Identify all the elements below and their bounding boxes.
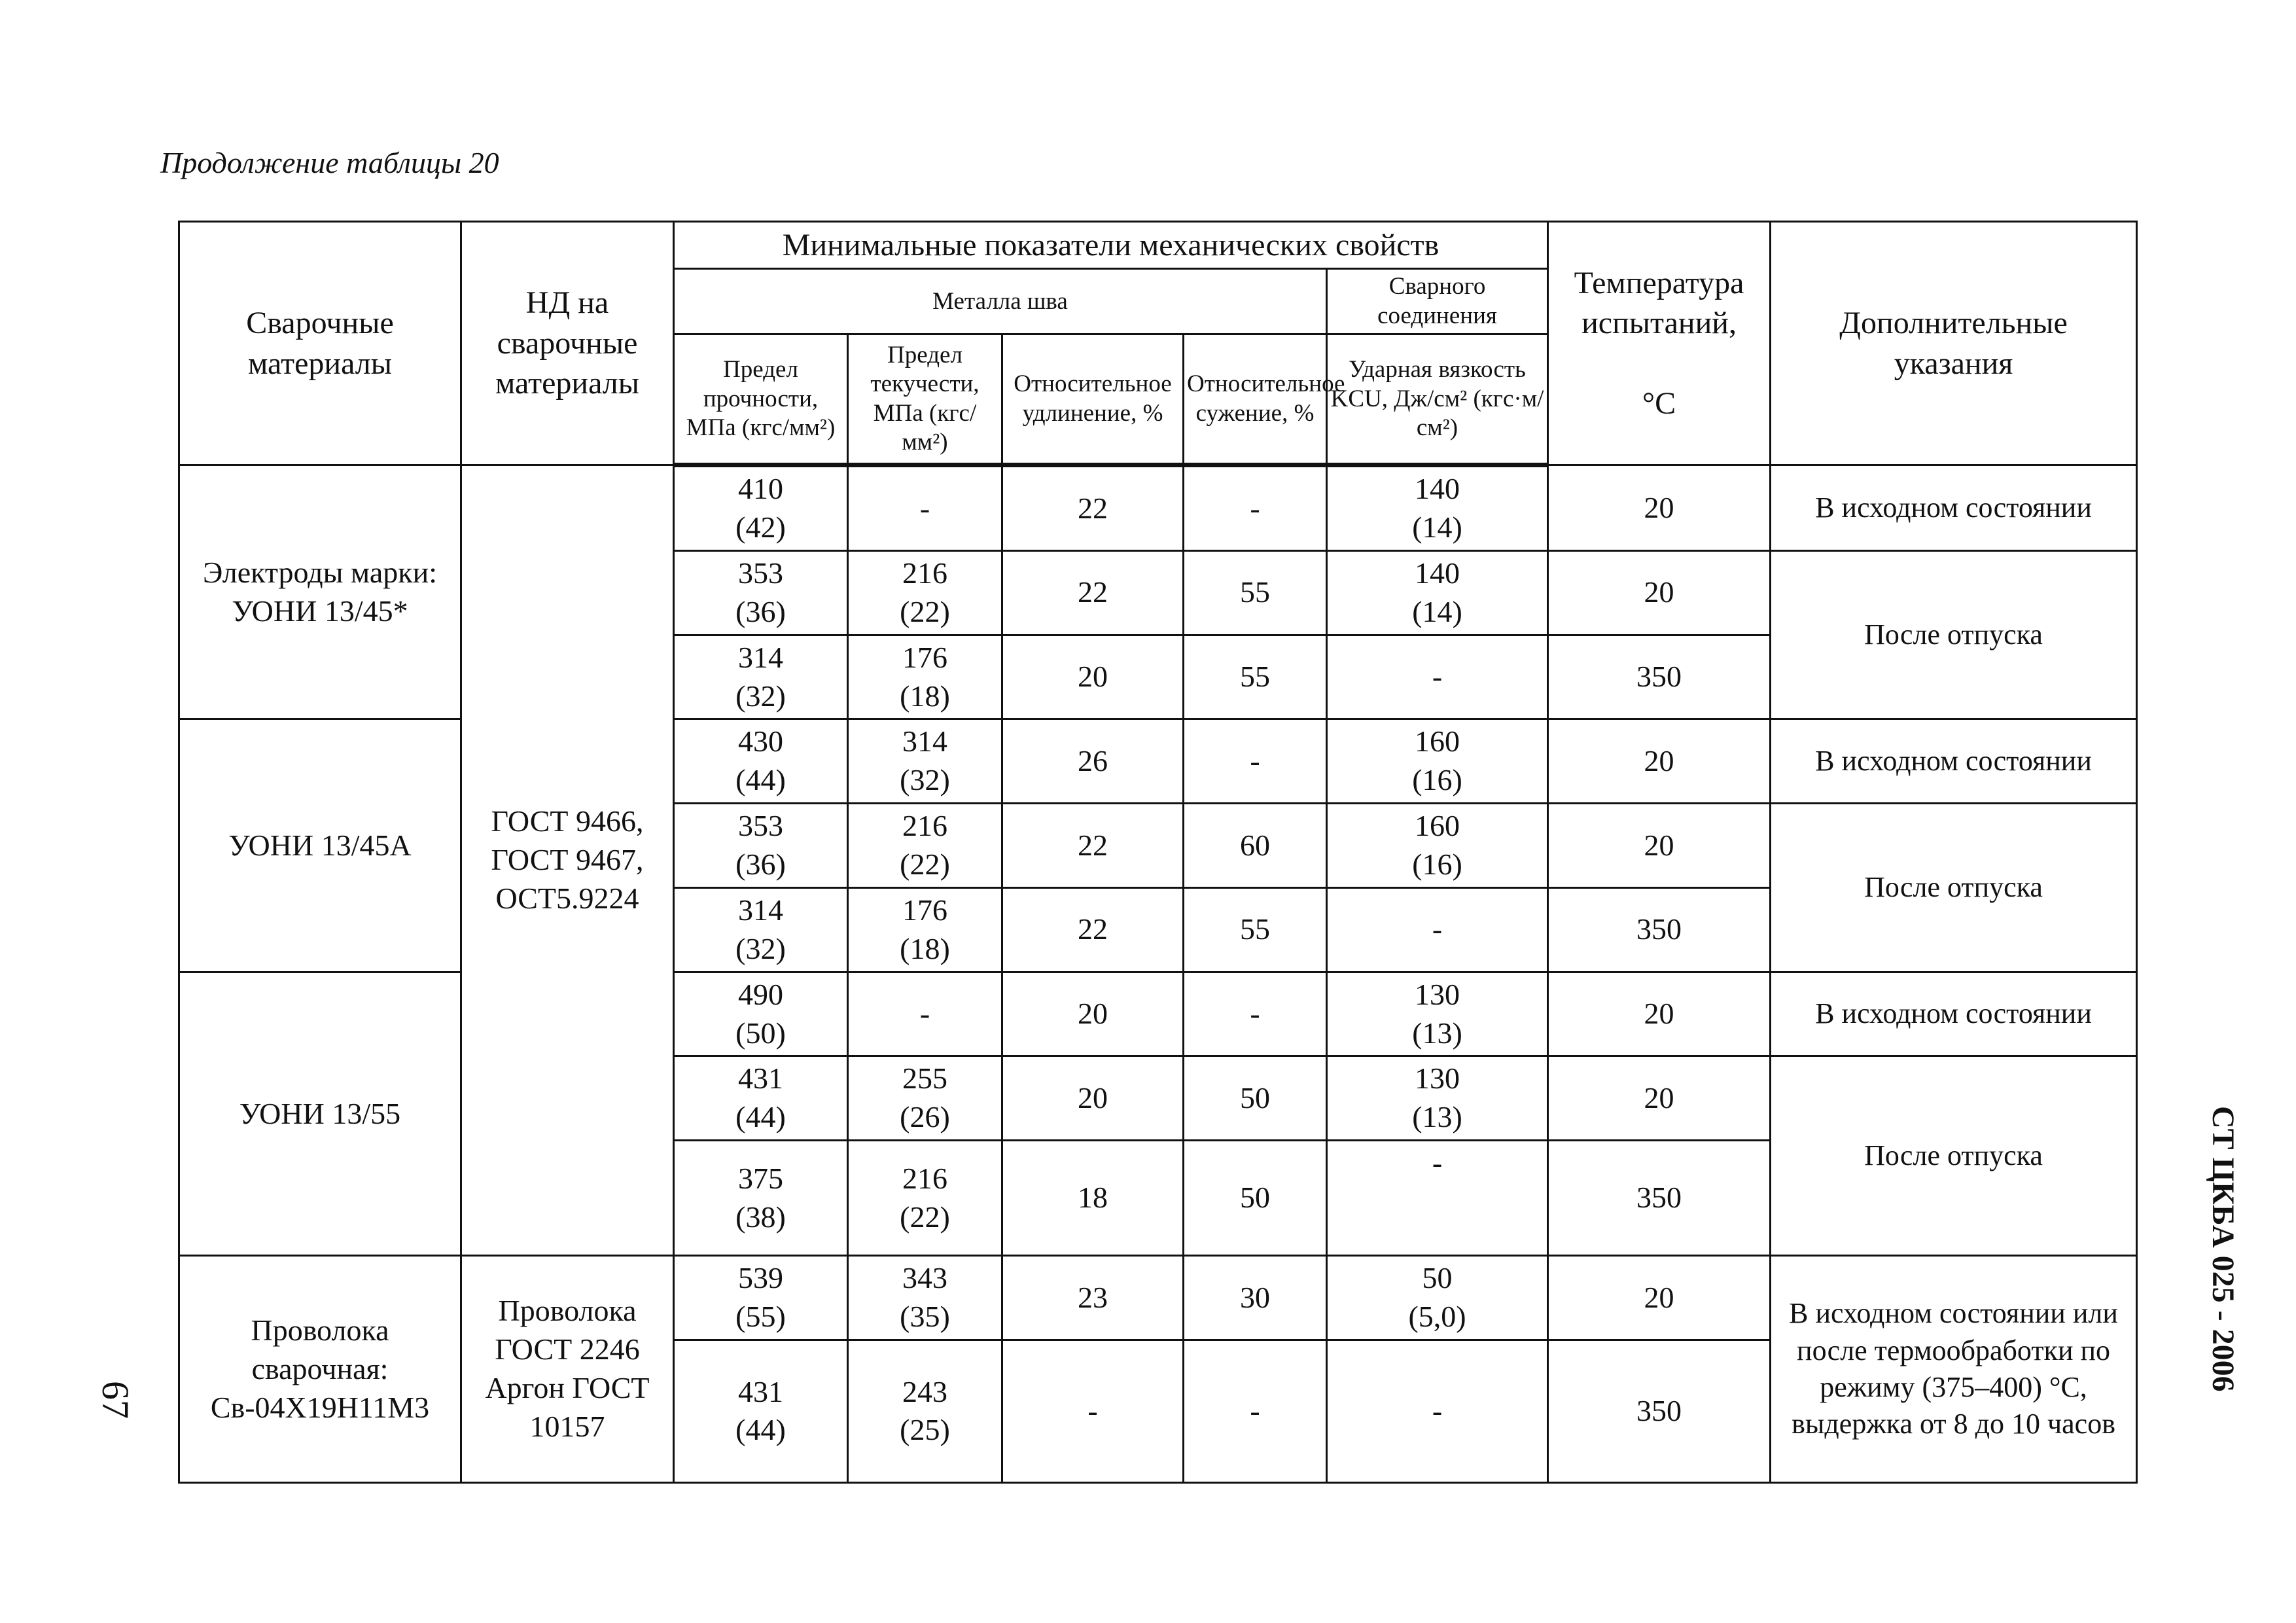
header-materials: Сварочные материалы — [179, 222, 461, 465]
cell-value: 314 — [738, 893, 783, 927]
cell-yield — [848, 719, 1002, 804]
cell-strength — [674, 1141, 848, 1256]
cell-value: 176 — [902, 640, 947, 674]
header-elongation: Относительное удлинение, % — [1002, 334, 1184, 465]
cell-value: 130 — [1415, 977, 1460, 1011]
cell-narrowing: 50 — [1184, 1141, 1327, 1256]
material-group-1: Электроды марки: УОНИ 13/45* — [179, 465, 461, 719]
cell-strength — [674, 887, 848, 972]
cell-value: 216 — [902, 556, 947, 590]
cell-value: - — [1432, 660, 1443, 694]
cell-elongation: 22 — [1002, 804, 1184, 888]
cell-temperature: 350 — [1548, 887, 1771, 972]
cell-yield — [848, 1340, 1002, 1482]
cell-value: 431 — [738, 1061, 783, 1096]
cell-value: (25) — [900, 1413, 950, 1447]
cell-temperature: 20 — [1548, 804, 1771, 888]
cell-value: - — [1432, 1394, 1443, 1428]
cell-value: (32) — [735, 679, 786, 713]
cell-value: 160 — [1415, 724, 1460, 758]
material-group-3: УОНИ 13/55 — [179, 972, 461, 1256]
cell-elongation: 20 — [1002, 1056, 1184, 1141]
header-temperature — [1548, 222, 1771, 465]
cell-value: (13) — [1412, 1100, 1462, 1134]
cell-narrowing: 60 — [1184, 804, 1327, 888]
note-after-temper: После отпуска — [1771, 804, 2137, 972]
cell-value: (35) — [900, 1300, 950, 1334]
cell-strength — [674, 972, 848, 1056]
cell-yield — [848, 465, 1002, 551]
cell-value: (36) — [735, 594, 786, 628]
cell-value: (26) — [900, 1100, 950, 1134]
cell-value: (44) — [735, 763, 786, 797]
cell-impact — [1327, 635, 1548, 719]
cell-impact — [1327, 972, 1548, 1056]
cell-impact — [1327, 1141, 1548, 1256]
cell-value: 539 — [738, 1261, 783, 1295]
note-initial: В исходном состоянии — [1771, 972, 2137, 1056]
header-weld-metal: Металла шва — [674, 269, 1327, 334]
cell-value: 130 — [1415, 1061, 1460, 1096]
cell-narrowing: - — [1184, 719, 1327, 804]
cell-value: (16) — [1412, 763, 1462, 797]
cell-strength — [674, 1056, 848, 1141]
cell-value: 490 — [738, 977, 783, 1011]
note-after-temper: После отпуска — [1771, 1056, 2137, 1256]
nd-main: ГОСТ 9466, ГОСТ 9467, ОСТ5.9224 — [461, 465, 674, 1256]
cell-yield — [848, 804, 1002, 888]
cell-value: 216 — [902, 1161, 947, 1195]
cell-narrowing: 55 — [1184, 887, 1327, 972]
header-weld-joint: Сварного соединения — [1327, 269, 1548, 334]
cell-strength — [674, 635, 848, 719]
cell-yield — [848, 972, 1002, 1056]
cell-temperature: 20 — [1548, 1256, 1771, 1340]
cell-strength — [674, 1256, 848, 1340]
cell-temperature: 20 — [1548, 1056, 1771, 1141]
cell-impact — [1327, 465, 1548, 551]
cell-value: Температура испытаний, — [1574, 265, 1744, 341]
cell-strength — [674, 1340, 848, 1482]
document-code: СТ ЦКБА 025 - 2006 — [2206, 1106, 2240, 1392]
cell-value: (50) — [735, 1016, 786, 1050]
cell-value: (36) — [735, 847, 786, 882]
cell-value: (18) — [900, 931, 950, 965]
cell-temperature: 20 — [1548, 550, 1771, 635]
cell-elongation: 22 — [1002, 550, 1184, 635]
cell-impact — [1327, 1340, 1548, 1482]
cell-value: (14) — [1412, 594, 1462, 628]
cell-impact — [1327, 887, 1548, 972]
cell-narrowing: - — [1184, 1340, 1327, 1482]
cell-value: 431 — [738, 1374, 783, 1408]
cell-value: - — [1432, 1146, 1443, 1180]
cell-value: (22) — [900, 847, 950, 882]
cell-temperature: 20 — [1548, 972, 1771, 1056]
cell-value: (22) — [900, 1200, 950, 1234]
cell-impact — [1327, 1056, 1548, 1141]
table-caption: Продолжение таблицы 20 — [160, 146, 499, 179]
cell-value: 176 — [902, 893, 947, 927]
note-after-temper: После отпуска — [1771, 550, 2137, 719]
cell-value: (13) — [1412, 1016, 1462, 1050]
cell-value: 216 — [902, 809, 947, 843]
note-initial: В исходном состоянии — [1771, 465, 2137, 551]
page-number: 67 — [94, 1381, 137, 1419]
cell-impact — [1327, 804, 1548, 888]
cell-value: (42) — [735, 510, 786, 544]
cell-narrowing: 30 — [1184, 1256, 1327, 1340]
note-wire: В исходном состоянии или после термообработки по режиму (375–400) °С, выдержка от 8 до 10 часов — [1771, 1256, 2137, 1483]
header-notes: Дополнительные указания — [1771, 222, 2137, 465]
cell-elongation: 26 — [1002, 719, 1184, 804]
cell-narrowing: 50 — [1184, 1056, 1327, 1141]
cell-value: (16) — [1412, 847, 1462, 882]
cell-value: - — [919, 997, 930, 1031]
cell-value: 410 — [738, 472, 783, 506]
header-tensile-strength: Предел прочности, МПа (кгс/мм²) — [674, 334, 848, 465]
material-group-4: Проволока сварочная: Св-04Х19Н11М3 — [179, 1256, 461, 1483]
cell-yield — [848, 1056, 1002, 1141]
cell-narrowing: - — [1184, 972, 1327, 1056]
cell-impact — [1327, 719, 1548, 804]
cell-temperature: 350 — [1548, 1340, 1771, 1482]
cell-value: 255 — [902, 1061, 947, 1096]
cell-value: 243 — [902, 1374, 947, 1408]
cell-yield — [848, 887, 1002, 972]
cell-temperature: 350 — [1548, 635, 1771, 719]
cell-elongation: 22 — [1002, 887, 1184, 972]
header-yield-strength: Предел текучести, МПа (кгс/мм²) — [848, 334, 1002, 465]
cell-value: 50 — [1422, 1261, 1453, 1295]
cell-narrowing: - — [1184, 465, 1327, 551]
cell-narrowing: 55 — [1184, 635, 1327, 719]
header-reduction-of-area: Относительное сужение, % — [1184, 334, 1327, 465]
cell-value: (22) — [900, 594, 950, 628]
cell-value: 375 — [738, 1161, 783, 1195]
cell-value: (44) — [735, 1413, 786, 1447]
cell-strength — [674, 465, 848, 551]
cell-value: 353 — [738, 556, 783, 590]
cell-yield — [848, 635, 1002, 719]
cell-value: (44) — [735, 1100, 786, 1134]
cell-elongation: - — [1002, 1340, 1184, 1482]
cell-value: 314 — [902, 724, 947, 758]
mechanical-properties-table — [178, 221, 2138, 1484]
cell-yield — [848, 1141, 1002, 1256]
header-nd: НД на сварочные материалы — [461, 222, 674, 465]
cell-narrowing: 55 — [1184, 550, 1327, 635]
cell-value: (14) — [1412, 510, 1462, 544]
cell-value: °С — [1642, 386, 1676, 421]
cell-value: (55) — [735, 1300, 786, 1334]
cell-value: 353 — [738, 809, 783, 843]
cell-elongation: 20 — [1002, 972, 1184, 1056]
cell-value: 140 — [1415, 556, 1460, 590]
cell-value: (32) — [735, 931, 786, 965]
cell-temperature: 20 — [1548, 465, 1771, 551]
cell-impact — [1327, 1256, 1548, 1340]
cell-impact — [1327, 550, 1548, 635]
cell-elongation: 23 — [1002, 1256, 1184, 1340]
cell-temperature: 20 — [1548, 719, 1771, 804]
cell-value: - — [919, 491, 930, 525]
cell-value: 314 — [738, 640, 783, 674]
cell-elongation: 18 — [1002, 1141, 1184, 1256]
cell-value: - — [1432, 912, 1443, 946]
cell-value: 140 — [1415, 472, 1460, 506]
cell-elongation: 20 — [1002, 635, 1184, 719]
cell-strength — [674, 550, 848, 635]
nd-wire: Проволока ГОСТ 2246 Аргон ГОСТ 10157 — [461, 1256, 674, 1483]
material-group-2: УОНИ 13/45А — [179, 719, 461, 972]
cell-value: (18) — [900, 679, 950, 713]
cell-yield — [848, 1256, 1002, 1340]
cell-yield — [848, 550, 1002, 635]
cell-value: 160 — [1415, 809, 1460, 843]
cell-value: (5,0) — [1408, 1300, 1466, 1334]
cell-value: (32) — [900, 763, 950, 797]
header-min-properties: Минимальные показатели механических свойств — [674, 222, 1548, 269]
cell-value: (38) — [735, 1200, 786, 1234]
note-initial: В исходном состоянии — [1771, 719, 2137, 804]
cell-strength — [674, 719, 848, 804]
header-impact-toughness: Ударная вязкость KCU, Дж/см² (кгс·м/см²) — [1327, 334, 1548, 465]
cell-value: 343 — [902, 1261, 947, 1295]
cell-strength — [674, 804, 848, 888]
cell-elongation: 22 — [1002, 465, 1184, 551]
cell-temperature: 350 — [1548, 1141, 1771, 1256]
cell-value: 430 — [738, 724, 783, 758]
